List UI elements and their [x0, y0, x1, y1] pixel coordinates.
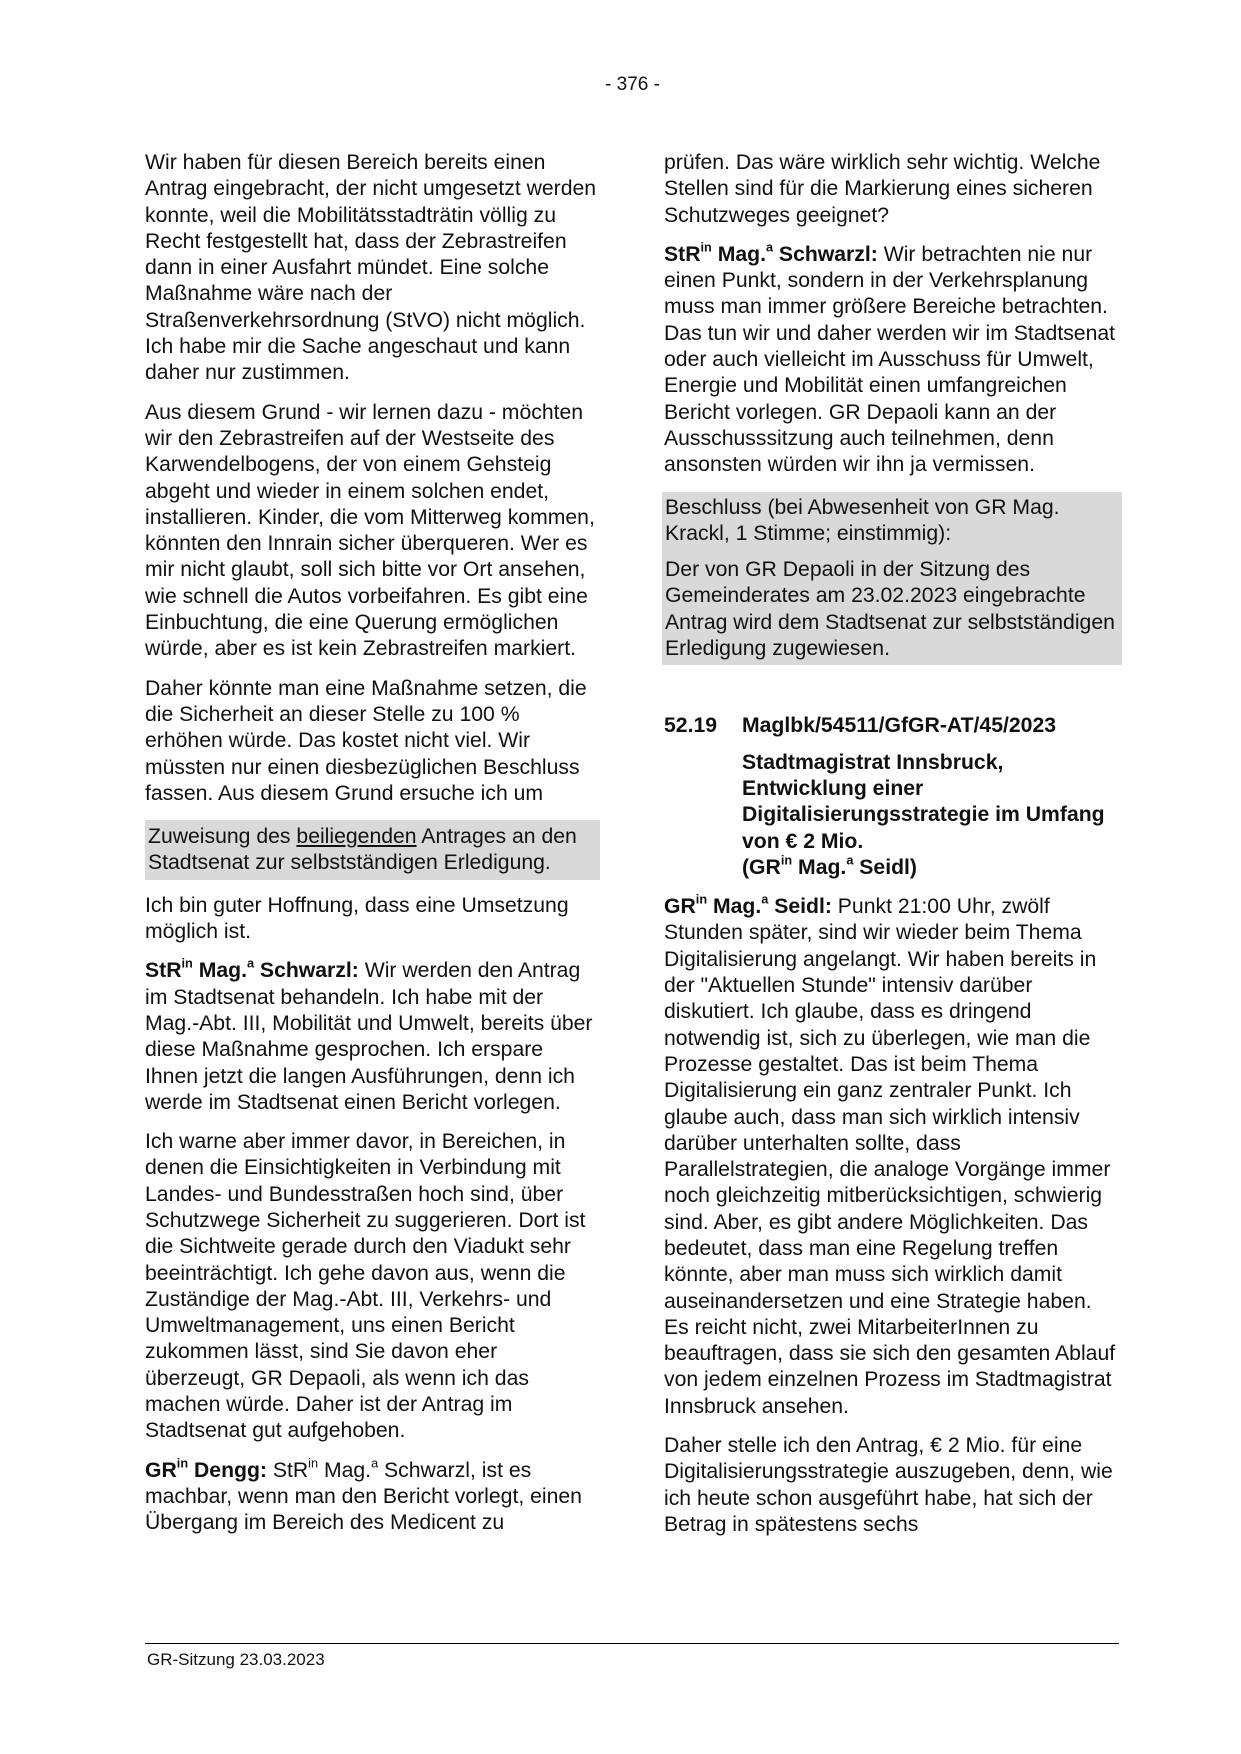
resolution-highlight [662, 492, 1122, 666]
agenda-item-number: 52.19 [664, 714, 718, 738]
footer-session: GR-Sitzung 23.03.2023 [147, 1650, 325, 1669]
resolution-vote: Beschluss (bei Abwesenheit von GR Mag. Krackl, 1 Stimme; einstimmig): [665, 495, 1060, 545]
resolution-text: Der von GR Depaoli in der Sitzung des Gemeinderates am 23.02.2023 eingebrachte Antrag wird dem Stadtsenat zur selbstständigen Erledigung zugewiesen. [665, 558, 1115, 661]
underlined-word: beiliegenden [296, 825, 417, 849]
speaker-name: $GR^{in}$ Mag.$^a$ Seidl: [664, 891, 832, 919]
paragraph: prüfen. Das wäre wirklich sehr wichtig. Welche Stellen sind für die Markierung eines sicheren Schutzweges geeignet? [664, 151, 1101, 227]
speech-schwarzl: StR$^{in}$ Mag.$^a$ Schwarzl: Wir werden den Antrag im Stadtsenat behandeln. Ich habe mit der Mag.-Abt. III, Mobilität und Umwelt, bereits über diese Maßnahme gesprochen. Ich erspare Ihnen jetzt die langen Ausführungen, denn ich werde im Stadtsenat einen Bericht vorlegen. [145, 955, 593, 1114]
page-number: - 376 - [605, 74, 660, 95]
paragraph: Aus diesem Grund - wir lernen dazu - möchten wir den Zebrastreifen auf der Westseite des Karwendelbogens, der von einem Gehsteig abgeht und wieder in einem solchen endet, installieren. Kinder, die vom Mitterweg kommen, könnten den Innrain sicher überqueren. Wer es mir nicht glaubt, soll sich bitte vor Ort ansehen, wie schnell die Autos vorbeifahren. Es gibt eine Einbuchtung, die eine Querung ermöglichen würde, aber es ist kein Zebrastreifen markiert. [145, 400, 595, 661]
right-column [664, 150, 1119, 1551]
paragraph: Ich warne aber immer davor, in Bereichen, in denen die Einsichtigkeiten in Verbindung mit Landes- und Bundesstraßen hoch sind, über Schutzwege Sicherheit zu suggerieren. Dort ist die Sichtweite gerade durch den Viadukt sehr beeinträchtigt. Ich gehe davon aus, wenn die Zuständige der Mag.-Abt. III, Verkehrs- und Umweltmanagement, uns einen Bericht zukommen lässt, sind Sie davon eher überzeugt, GR Depaoli, als wenn ich das machen würde. Daher ist der Antrag im Stadtsenat gut aufgehoben. [145, 1130, 586, 1443]
agenda-item-title: Stadtmagistrat Innsbruck, Entwicklung einer Digitalisierungsstrategie im Umfang von € 2 Mio. ($GR^{in}$ Mag.$^a$ Seidl) [742, 750, 1105, 879]
speech-schwarzl: StR$^{in}$ Mag.$^a$ Schwarzl: Wir betrachten nie nur einen Punkt, sondern in der Verkehrsplanung muss man immer größere Bereiche betrachten. Das tun wir und daher werden wir im Stadtsenat oder auch vielleicht im Ausschuss für Umwelt, Energie und Mobilität einen umfangreichen Bericht vorlegen. GR Depaoli kann an der Ausschusssitzung auch teilnehmen, denn ansonsten würden wir ihn ja vermissen. [664, 239, 1116, 477]
motion-highlight: Zuweisung des beiliegenden Antrages an den Stadtsenat zur selbstständigen Erledigung. [145, 820, 600, 880]
paragraph: Wir haben für diesen Bereich bereits einen Antrag eingebracht, der nicht umgesetzt werden konnte, weil die Mobilitätsstadträtin völlig zu Recht festgestellt hat, dass der Zebrastreifen dann in einer Ausfahrt mündet. Eine solche Maßnahme wäre nach der Straßenverkehrsordnung (StVO) nicht möglich. Ich habe mir die Sache angeschaut und kann daher nur zustimmen. [145, 151, 597, 385]
speaker-name: StR$^{in}$ Mag.$^a$ Schwarzl: [664, 239, 878, 266]
footer-divider [145, 1643, 1119, 1644]
paragraph: Daher könnte man eine Maßnahme setzen, die die Sicherheit an dieser Stelle zu 100 % erhöhen würde. Das kostet nicht viel. Wir müssten nur einen diesbezüglichen Beschluss fassen. Aus diesem Grund ersuche ich um [145, 676, 587, 805]
speech-dengg: $GR^{in}$ Dengg: StR$^{in}$ Mag.$^a$ Schwarzl, ist es machbar, wenn man den Bericht vorlegt, einen Übergang im Bereich des Medicent zu [145, 1455, 582, 1535]
paragraph: Ich bin guter Hoffnung, dass eine Umsetzung möglich ist. [145, 893, 569, 944]
left-column [145, 150, 600, 1550]
speaker-name: StR$^{in}$ Mag.$^a$ Schwarzl: [145, 955, 359, 983]
paragraph: Daher stelle ich den Antrag, € 2 Mio. für eine Digitalisierungsstrategie auszugeben, denn, wie ich heute schon ausgeführt habe, hat sich der Betrag in spätestens sechs [664, 1434, 1113, 1536]
speaker-name: $GR^{in}$ Dengg: [145, 1455, 267, 1482]
agenda-item-header [664, 713, 1119, 739]
speech-seidl: $GR^{in}$ Mag.$^a$ Seidl: Punkt 21:00 Uhr, zwölf Stunden später, sind wir wieder beim Thema Digitalisierung angelangt. Wir haben bereits in der "Aktuellen Stunde" intensiv darüber diskutiert. Ich glaube, dass es dringend notwendig ist, sich zu überlegen, wie man die Prozesse gestaltet. Das ist beim Thema Digitalisierung ein ganz zentraler Punkt. Ich glaube auch, dass man sich wirklich intensiv darüber unterhalten sollte, dass Parallelstrategien, die analoge Vorgänge immer noch gleichzeitig mitberücksichtigen, schwierig sind. Aber, es gibt andere Möglichkeiten. Das bedeutet, dass man eine Regelung treffen könnte, aber man muss sich wirklich damit auseinandersetzen und eine Strategie haben. Es reicht nicht, zwei MitarbeiterInnen zu beauftragen, dass sie sich den gesamten Ablauf von jedem einzelnen Prozess im Stadtmagistrat Innsbruck ansehen. [664, 891, 1116, 1418]
agenda-item-code: Maglbk/54511/GfGR-AT/45/2023 [742, 714, 1057, 738]
